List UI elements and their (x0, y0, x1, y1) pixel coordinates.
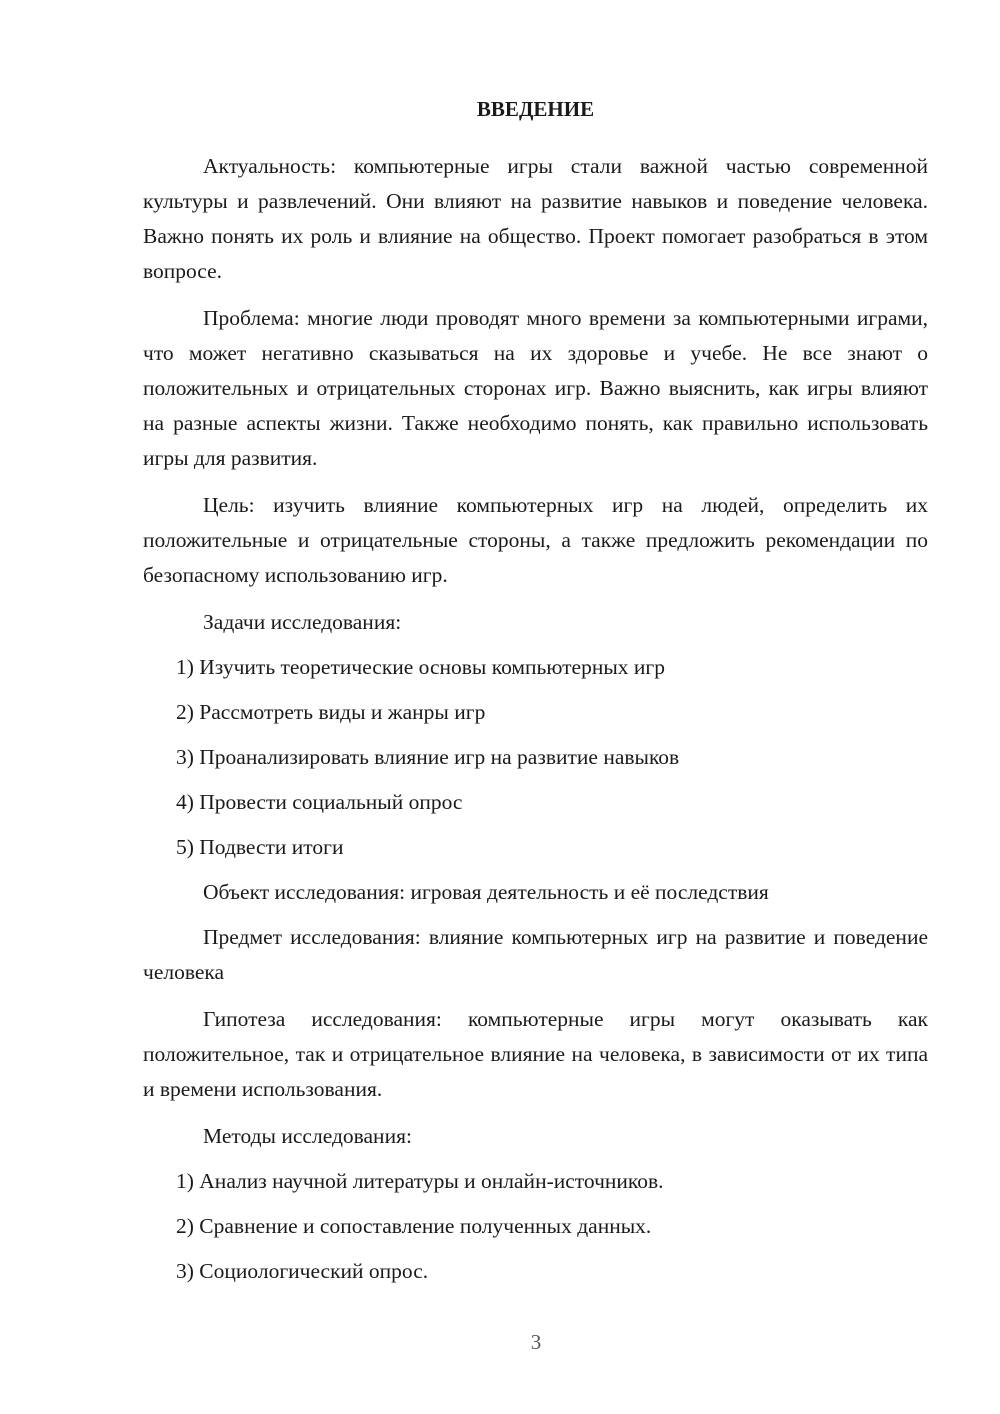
problem-paragraph: Проблема: многие люди проводят много времени за компьютерными играми, что может негативно сказываться на их здоровье и учебе. Не все знают о положительных и отрицательных сторонах игр. Важно выяснить, как игры влияют на разные аспекты жизни. Также необходимо понять, как правильно использовать игры для развития. (143, 306, 928, 470)
task-item-3: 3) Проанализировать влияние игр на развитие навыков (176, 745, 680, 769)
hypothesis-paragraph: Гипотеза исследования: компьютерные игры могут оказывать как положительное, так и отрицательное влияние на человека, в зависимости от их типа и времени использования. (143, 1007, 928, 1101)
section-title: ВВЕДЕНИЕ (476, 97, 595, 121)
method-item-3: 3) Социологический опрос. (176, 1259, 429, 1283)
page-number: 3 (530, 1330, 542, 1354)
relevance-paragraph: Актуальность: компьютерные игры стали важной частью современной культуры и развлечений. Они влияют на развитие навыков и поведение человека. Важно понять их роль и влияние на общество. Проект помогает разобраться в этом вопросе. (143, 154, 928, 283)
task-item-2: 2) Рассмотреть виды и жанры игр (176, 700, 486, 724)
methods-list (143, 1164, 928, 1289)
task-item-1: 1) Изучить теоретические основы компьютерных игр (176, 655, 665, 679)
methods-heading: Методы исследования: (203, 1124, 412, 1148)
method-item-2: 2) Сравнение и сопоставление полученных данных. (176, 1214, 652, 1238)
page-content (143, 92, 928, 1299)
subject-paragraph: Предмет исследования: влияние компьютерных игр на развитие и поведение человека (143, 925, 928, 984)
goal-paragraph: Цель: изучить влияние компьютерных игр на людей, определить их положительные и отрицательные стороны, а также предложить рекомендации по безопасному использованию игр. (143, 493, 928, 587)
method-item-1: 1) Анализ научной литературы и онлайн-источников. (176, 1169, 664, 1193)
object-paragraph: Объект исследования: игровая деятельность и её последствия (203, 880, 769, 904)
tasks-heading: Задачи исследования: (203, 610, 402, 634)
tasks-list (143, 650, 928, 865)
task-item-5: 5) Подвести итоги (176, 835, 344, 859)
task-item-4: 4) Провести социальный опрос (176, 790, 463, 814)
